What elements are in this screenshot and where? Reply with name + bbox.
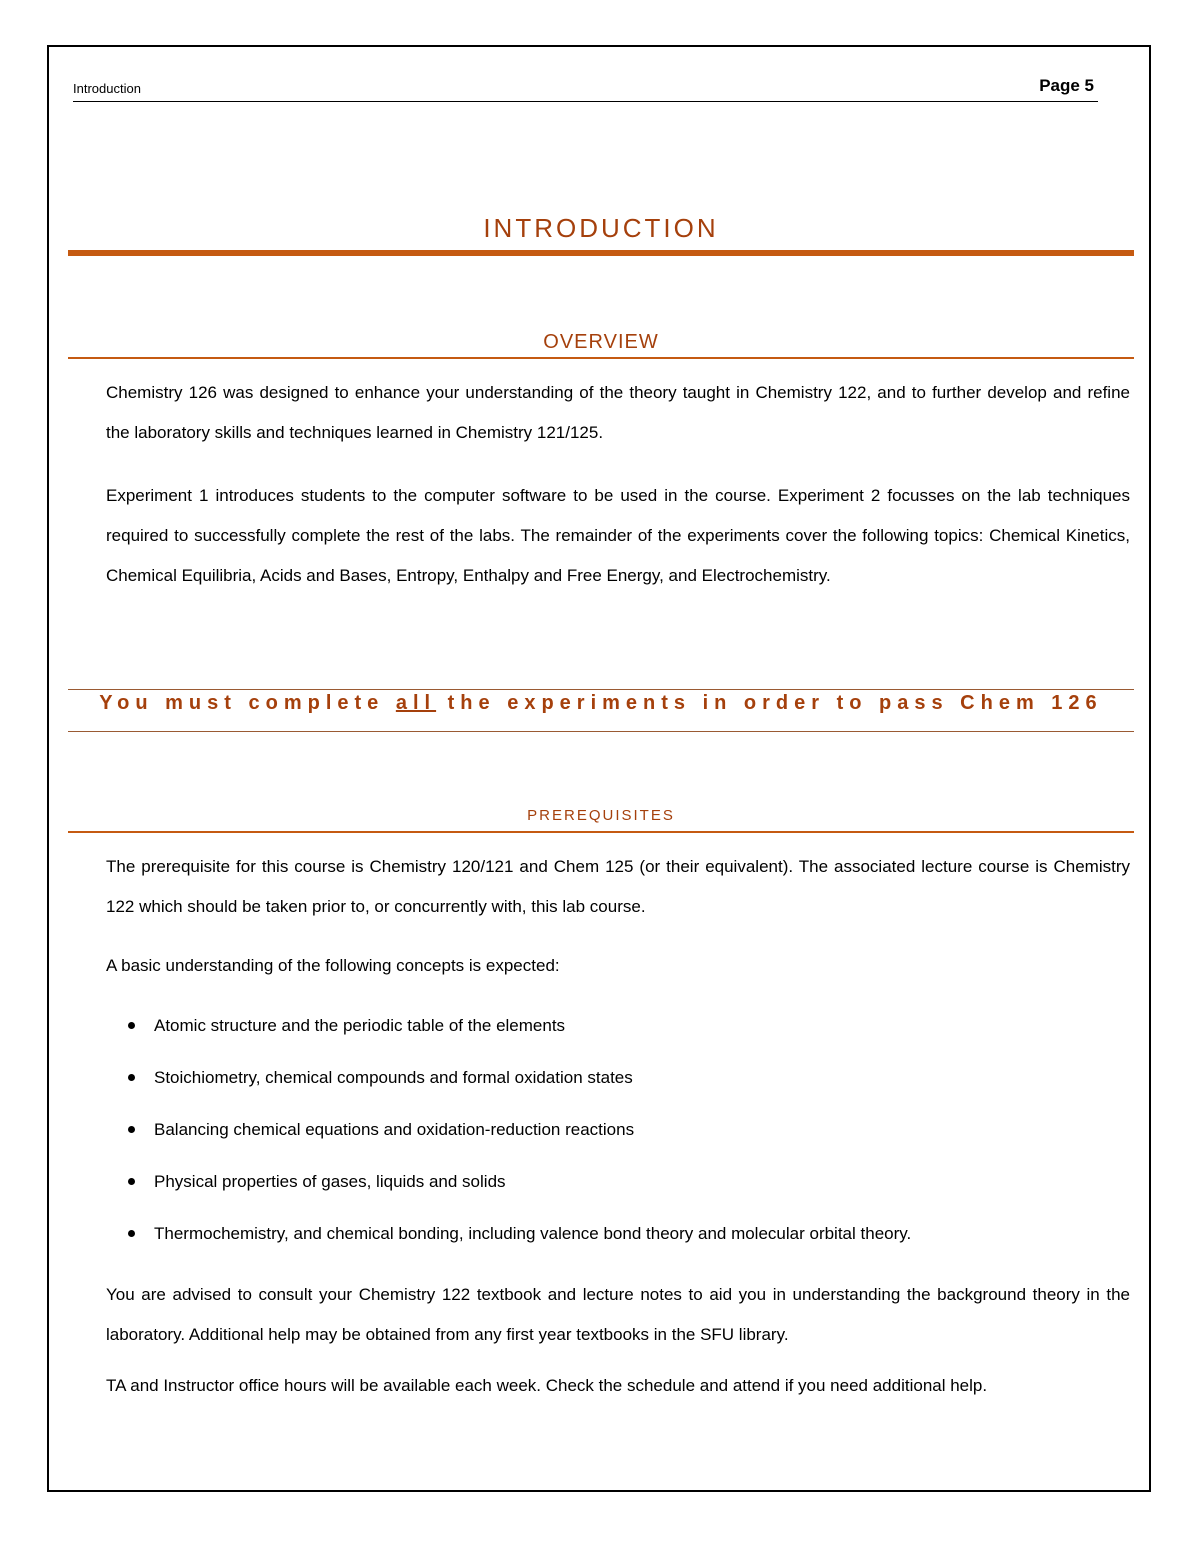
page-title: INTRODUCTION (483, 213, 719, 243)
concepts-lead: A basic understanding of the following concepts is expected: (106, 956, 560, 975)
list-item-text: Thermochemistry, and chemical bonding, including valence bond theory and molecular orbital theory. (154, 1224, 912, 1243)
requirement-notice (68, 692, 1134, 715)
page-number: Page 5 (1039, 76, 1094, 95)
list-item-text: Stoichiometry, chemical compounds and formal oxidation states (154, 1068, 633, 1087)
prerequisites-rule (68, 831, 1134, 833)
prerequisites-heading: PREREQUISITES (527, 807, 675, 824)
list-item (106, 1160, 1130, 1212)
list-item (106, 1056, 1130, 1108)
advice-paragraph: You are advised to consult your Chemistry 122 textbook and lecture notes to aid you in understanding the background theory in the laboratory. Additional help may be obtained from any first year textbooks in the SFU library. (106, 1285, 1130, 1344)
bullet-icon (128, 1022, 135, 1029)
bullet-icon (128, 1126, 135, 1133)
list-item (106, 1004, 1130, 1056)
notice-text-after: the experiments in order to pass Chem 126 (436, 692, 1103, 714)
overview-paragraph-1: Chemistry 126 was designed to enhance your understanding of the theory taught in Chemistry 122, and to further develop and refine the laboratory skills and techniques learned in Chemistry 121/125. (106, 383, 1130, 442)
running-header (73, 76, 1098, 102)
bullet-icon (128, 1178, 135, 1185)
overview-paragraph-2: Experiment 1 introduces students to the computer software to be used in the course. Experiment 2 focusses on the lab techniques required to successfully complete the rest of the labs. The remainder of the experiments cover the following topics: Chemical Kinetics, Chemical Equilibria, Acids and Bases, Entropy, Enthalpy and Free Energy, and Electrochemistry. (106, 486, 1130, 585)
list-item-text: Physical properties of gases, liquids and solids (154, 1172, 506, 1191)
overview-rule (68, 357, 1134, 359)
overview-heading: OVERVIEW (543, 331, 659, 353)
notice-text-before: You must complete (99, 692, 396, 714)
list-item-text: Balancing chemical equations and oxidation-reduction reactions (154, 1120, 635, 1139)
list-item (106, 1108, 1130, 1160)
notice-top-rule (68, 689, 1134, 690)
concept-list (106, 1004, 1130, 1264)
header-section-label: Introduction (73, 81, 141, 96)
notice-bottom-rule (68, 731, 1134, 732)
list-item-text: Atomic structure and the periodic table of the elements (154, 1016, 566, 1035)
title-rule (68, 250, 1134, 256)
bullet-icon (128, 1230, 135, 1237)
bullet-icon (128, 1074, 135, 1081)
notice-emphasis: all (395, 692, 437, 714)
list-item (106, 1212, 1130, 1264)
prerequisites-intro: The prerequisite for this course is Chemistry 120/121 and Chem 125 (or their equivalent). The associated lecture course is Chemistry 122 which should be taken prior to, or concurrently with, this lab course. (106, 857, 1130, 916)
office-hours-paragraph: TA and Instructor office hours will be available each week. Check the schedule and attend if you need additional help. (106, 1376, 988, 1395)
header-rule (73, 101, 1098, 102)
